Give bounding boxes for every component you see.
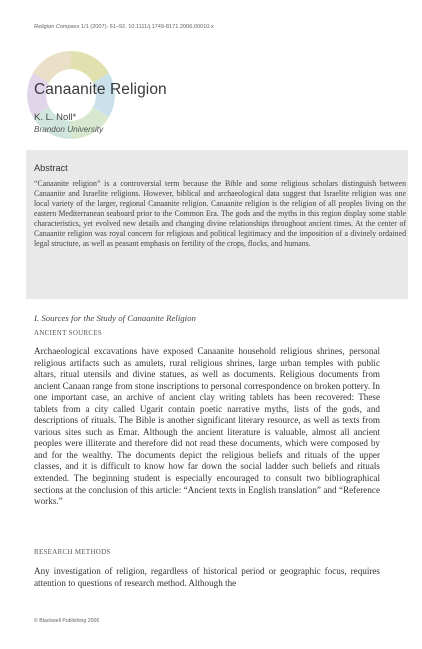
abstract-text: “Canaanite religion” is a controversial term because the Bible and some religious scholars distinguish between Canaanite and Israelite religions. However, biblical and archaeological data suggest that Israelite religion was one local variety of the larger, regional Canaanite religion. Canaanite religion is the religion of all peoples living on the eastern Mediterranean seaboard prior to the Common Era. The gods and the myths in this region display some stable characteristics, yet evolved new details and changing divine relationships throughout ancient times. At the center of Canaanite religion was royal concern for religious and political legitimacy and the imposition of a divinely ordained legal structure, as well as peasant emphasis on fertility of the crops, flocks, and humans. xyxy=(34,179,406,249)
journal-reference xyxy=(34,24,394,30)
copyright-notice: © Blackwell Publishing 2006 xyxy=(34,618,100,624)
citation-details: 1/1 (2007): 61–92, 10.1111/j.1749-8171.2006.00010.x xyxy=(80,24,214,30)
author-name: K. L. Noll* xyxy=(34,112,77,123)
body-paragraph-2: Any investigation of religion, regardless of historical period or geographic focus, requires attention to questions of research method. Although the xyxy=(34,566,380,588)
author-affiliation: Brandon University xyxy=(34,125,104,134)
body-paragraph: Archaeological excavations have exposed Canaanite household religious shrines, personal religious artifacts such as amulets, rural religious shrines, large urban temples with public altars, ritual utensils and divine statues, as well as documents. Religious documents from ancient Canaan range from stone inscriptions to personal correspondence on broken pottery. In one important case, an archive of ancient clay writing tablets has been recovered: These tablets from a city called Ugarit contain poetic narrative myths, lists of the gods, and descriptions of rituals. The Bible is another significant literary resource, as well as texts from various sites such as Emar. Although the ancient literature is valuable, almost all ancient peoples were illiterate and therefore did not read these documents, which were composed by and for the wealthy. The documents depict the religious beliefs and rituals of the upper classes, and it is difficult to know how far down the social ladder such beliefs and rituals extended. The beginning student is especially encouraged to consult two bibliographical sections at the conclusion of this article: “Ancient texts in English translation” and “Reference works.” xyxy=(34,346,380,507)
journal-name: Religion Compass xyxy=(34,24,80,30)
section-heading: I. Sources for the Study of Canaanite Religion xyxy=(34,313,196,323)
abstract-heading: Abstract xyxy=(34,163,68,173)
subheading-research-methods: RESEARCH METHODS xyxy=(34,549,111,556)
article-title: Canaanite Religion xyxy=(34,81,167,98)
subheading-ancient-sources: ANCIENT SOURCES xyxy=(34,330,103,337)
